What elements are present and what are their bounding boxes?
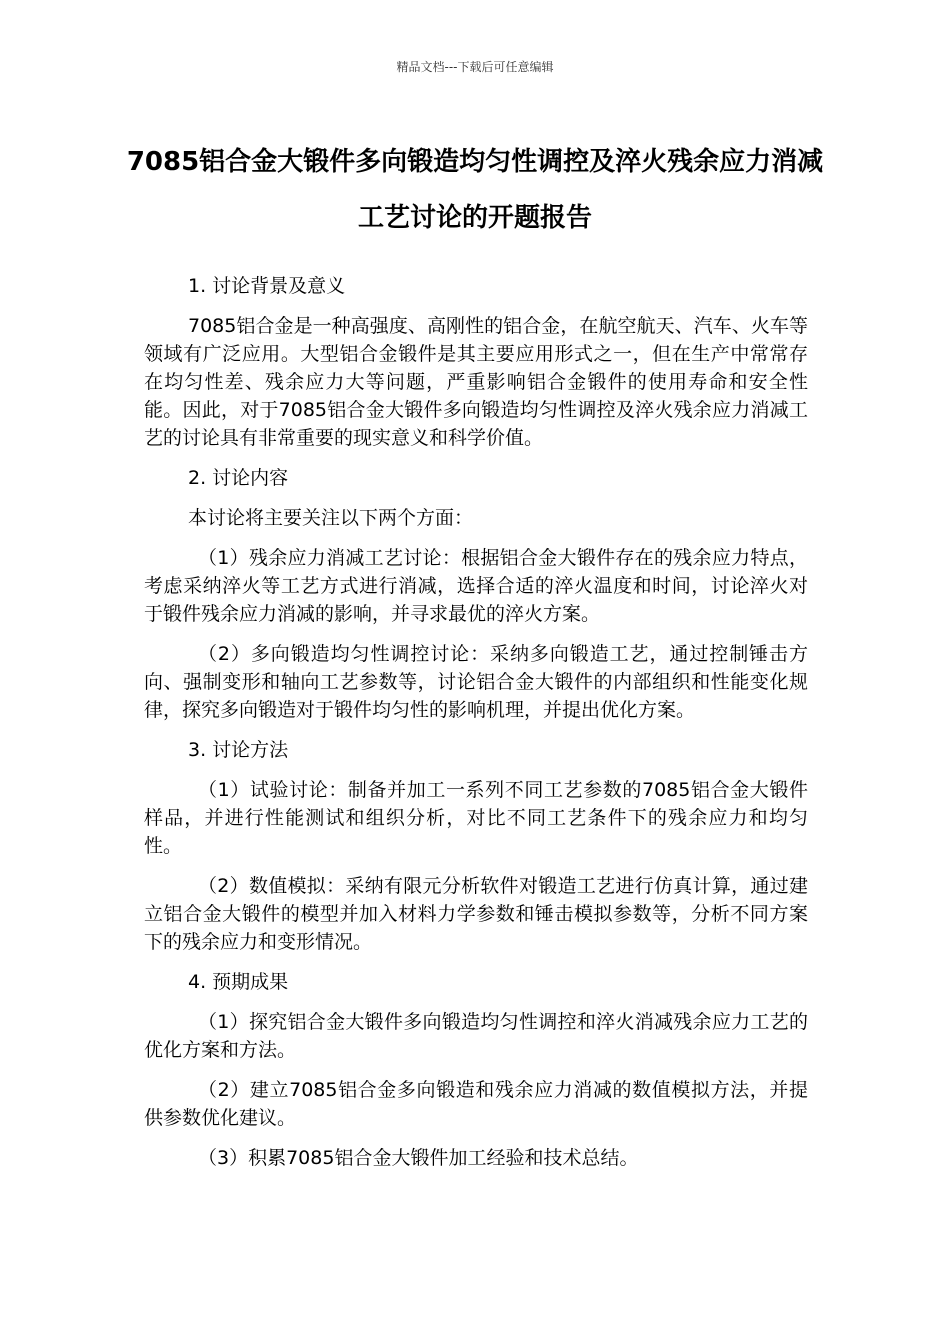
document-title: 7085铝合金大锻件多向锻造均匀性调控及淬火残余应力消减工艺讨论的开题报告 <box>126 147 824 233</box>
paragraph-methods-item-1: （1）试验讨论：制备并加工一系列不同工艺参数的7085铝合金大锻件样品，并进行性能测试和组织分析，对比不同工艺条件下的残余应力和均匀性。 <box>144 779 808 857</box>
header-note: 精品文档---下载后可任意编辑 <box>396 60 554 74</box>
section-heading-results: 4. 预期成果 <box>188 971 289 993</box>
section-heading-background: 1. 讨论背景及意义 <box>188 275 346 297</box>
paragraph-results-item-3: （3）积累7085铝合金大锻件加工经验和技术总结。 <box>198 1147 639 1169</box>
paragraph-results-item-2: （2）建立7085铝合金多向锻造和残余应力消减的数值模拟方法，并提供参数优化建议。 <box>144 1079 808 1129</box>
document-body <box>144 272 808 1184</box>
paragraph-content-intro: 本讨论将主要关注以下两个方面： <box>188 507 474 529</box>
paragraph-content-item-2: （2）多向锻造均匀性调控讨论：采纳多向锻造工艺，通过控制锤击方向、强制变形和轴向工艺参数等，讨论铝合金大锻件的内部组织和性能变化规律，探究多向锻造对于锻件均匀性的影响机理，并提出优化方案。 <box>144 643 808 721</box>
paragraph-results-item-1: （1）探究铝合金大锻件多向锻造均匀性调控和淬火消减残余应力工艺的优化方案和方法。 <box>144 1011 808 1061</box>
paragraph-content-item-1: （1）残余应力消减工艺讨论：根据铝合金大锻件存在的残余应力特点，考虑采纳淬火等工艺方式进行消减，选择合适的淬火温度和时间，讨论淬火对于锻件残余应力消减的影响，并寻求最优的淬火方案。 <box>144 547 808 625</box>
paragraph-background: 7085铝合金是一种高强度、高刚性的铝合金，在航空航天、汽车、火车等领域有广泛应用。大型铝合金锻件是其主要应用形式之一，但在生产中常常存在均匀性差、残余应力大等问题，严重影响铝合金锻件的使用寿命和安全性能。因此，对于7085铝合金大锻件多向锻造均匀性调控及淬火残余应力消减工艺的讨论具有非常重要的现实意义和科学价值。 <box>144 315 808 449</box>
section-heading-methods: 3. 讨论方法 <box>188 739 289 761</box>
section-heading-content: 2. 讨论内容 <box>188 467 289 489</box>
paragraph-methods-item-2: （2）数值模拟：采纳有限元分析软件对锻造工艺进行仿真计算，通过建立铝合金大锻件的模型并加入材料力学参数和锤击模拟参数等，分析不同方案下的残余应力和变形情况。 <box>144 875 808 953</box>
